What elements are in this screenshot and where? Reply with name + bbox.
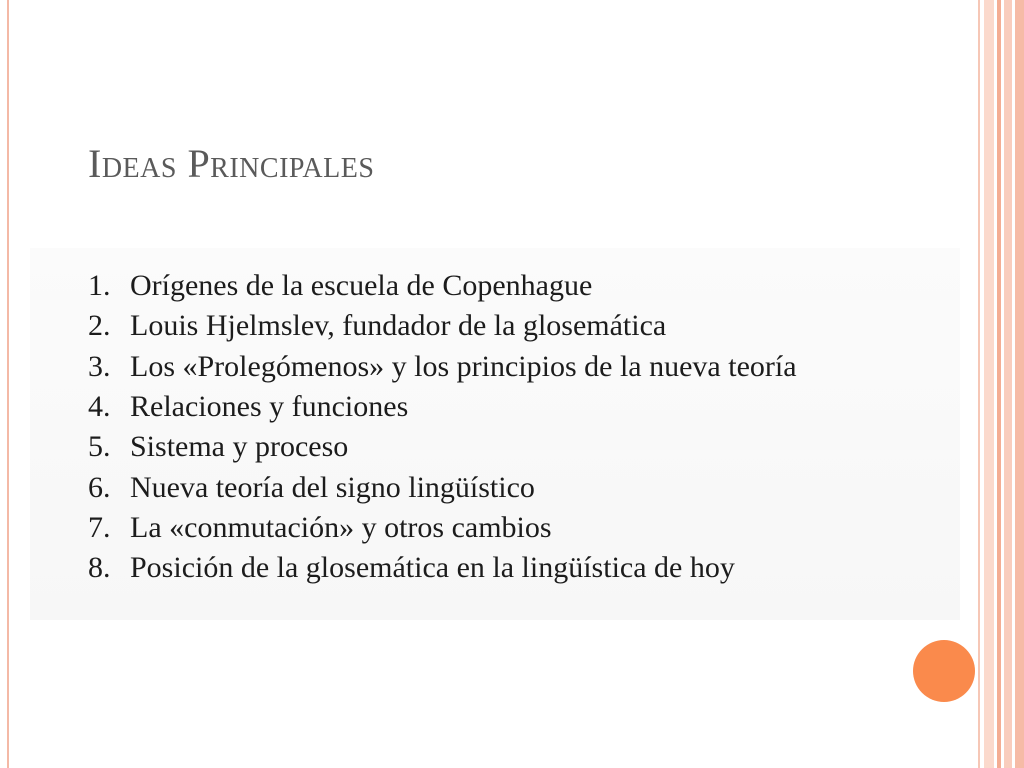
list-item-text: La «conmutación» y otros cambios — [130, 510, 552, 544]
list-item — [88, 306, 797, 346]
list-item-number: 2. — [88, 309, 111, 343]
list-item-text: Los «Prolegómenos» y los principios de la nueva teoría — [130, 349, 797, 383]
list-item — [88, 548, 797, 588]
right-decor-stripe — [1004, 0, 1012, 768]
slide-title: Ideas Principales — [88, 141, 375, 186]
list-item — [88, 266, 797, 306]
list-item — [88, 347, 797, 387]
topic-list — [88, 266, 797, 588]
list-item — [88, 467, 797, 507]
right-decor-stripe — [1015, 0, 1024, 768]
right-decor-stripe — [984, 0, 994, 768]
list-item-number: 6. — [88, 470, 111, 504]
right-decor-stripe — [997, 0, 1001, 768]
left-border-line — [7, 0, 9, 768]
list-item-number: 4. — [88, 390, 111, 424]
list-item-text: Orígenes de la escuela de Copenhague — [130, 269, 593, 303]
list-item-text: Nueva teoría del signo lingüístico — [130, 470, 535, 504]
list-item — [88, 508, 797, 548]
list-item-number: 8. — [88, 551, 111, 585]
list-item — [88, 427, 797, 467]
accent-circle — [913, 640, 975, 702]
list-item-number: 7. — [88, 510, 111, 544]
list-item-number: 1. — [88, 269, 111, 303]
list-item-number: 3. — [88, 349, 111, 383]
list-item-text: Relaciones y funciones — [130, 390, 409, 424]
list-item-text: Posición de la glosemática en la lingüística de hoy — [130, 551, 735, 585]
list-item-text: Louis Hjelmslev, fundador de la glosemática — [130, 309, 667, 343]
list-item-text: Sistema y proceso — [130, 430, 349, 464]
list-item-number: 5. — [88, 430, 111, 464]
list-item — [88, 387, 797, 427]
right-decor-stripe — [978, 0, 980, 768]
